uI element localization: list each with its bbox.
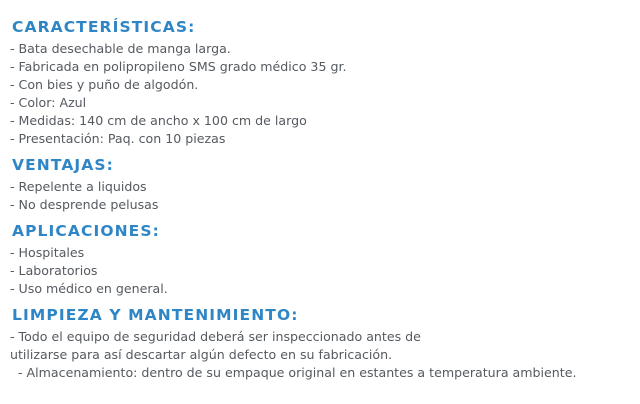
list-item: - Almacenamiento: dentro de su empaque original en estantes a temperatura ambiente.: [18, 365, 577, 380]
section-caracteristicas: [10, 17, 640, 148]
applications-list: [10, 244, 640, 298]
section-heading: LIMPIEZA Y MANTENIMIENTO:: [12, 306, 299, 324]
section-aplicaciones: [10, 221, 640, 298]
section-heading: APLICACIONES:: [12, 222, 160, 240]
list-item: - Laboratorios: [10, 263, 98, 278]
section-limpieza-mantenimiento: [10, 305, 640, 382]
advantages-list: [10, 178, 640, 214]
list-item: - Hospitales: [10, 245, 85, 260]
maintenance-list: [10, 328, 640, 382]
list-item: - Bata desechable de manga larga.: [10, 41, 231, 56]
list-item: - Con bies y puño de algodón.: [10, 77, 199, 92]
list-item: - Medidas: 140 cm de ancho x 100 cm de largo: [10, 113, 307, 128]
list-item: - Color: Azul: [10, 95, 87, 110]
list-item: - Todo el equipo de seguridad deberá ser inspeccionado antes de: [10, 329, 421, 344]
section-heading: VENTAJAS:: [12, 156, 114, 174]
list-item: - Repelente a liquidos: [10, 179, 147, 194]
list-item: - Presentación: Paq. con 10 piezas: [10, 131, 226, 146]
list-item: - Fabricada en polipropileno SMS grado médico 35 gr.: [10, 59, 347, 74]
section-ventajas: [10, 155, 640, 214]
list-item: - No desprende pelusas: [10, 197, 159, 212]
list-item: - Uso médico en general.: [10, 281, 168, 296]
feature-list: [10, 40, 640, 148]
section-heading: CARACTERÍSTICAS:: [12, 18, 196, 36]
list-item: utilizarse para así descartar algún defecto en su fabricación.: [10, 347, 393, 362]
